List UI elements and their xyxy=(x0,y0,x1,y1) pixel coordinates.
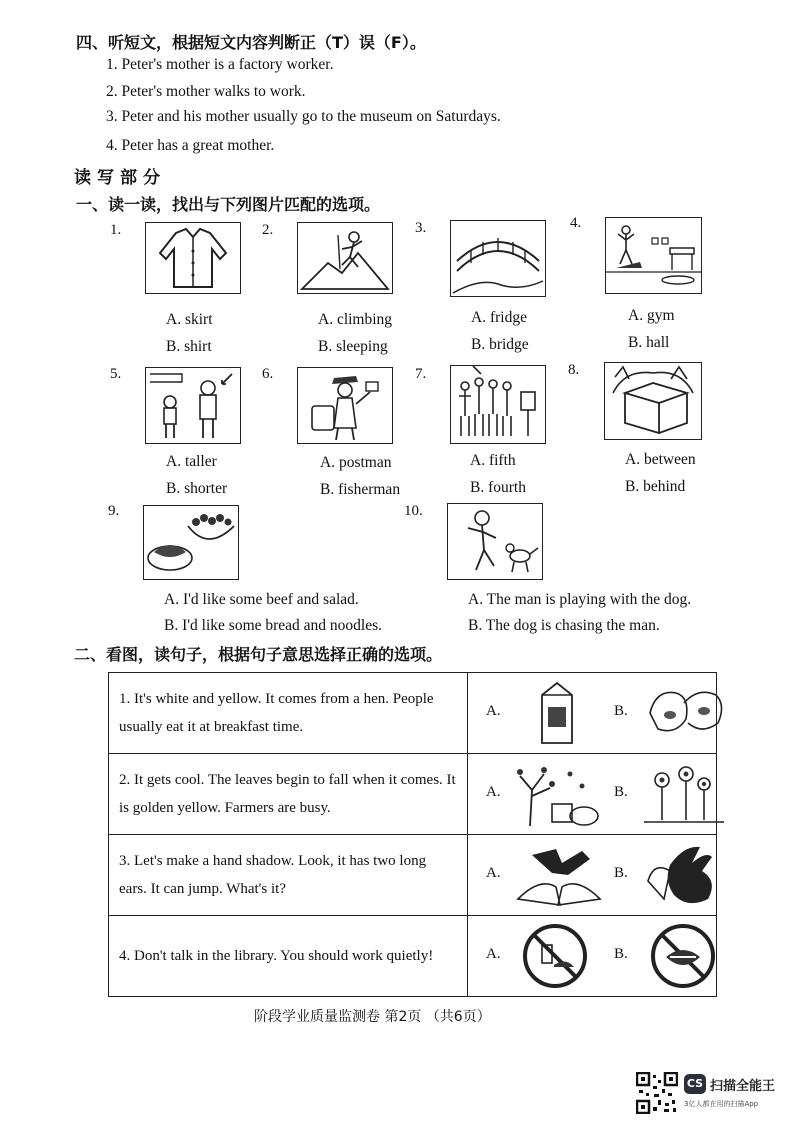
cat-behind-box-icon xyxy=(604,362,702,440)
option-b-label: B. xyxy=(614,784,628,800)
item-number: 8. xyxy=(568,362,580,378)
bridge-icon xyxy=(450,220,546,297)
option-b-label: B. xyxy=(614,946,628,962)
camscanner-badge: CS xyxy=(684,1074,706,1094)
rabbit-hand-shadow-icon xyxy=(640,841,728,914)
row-options xyxy=(468,835,717,916)
camscanner-tagline: 3亿人都在用的扫描App xyxy=(684,1100,759,1108)
spring-flowers-icon xyxy=(640,760,728,833)
item9-option-a: A. I'd like some beef and salad. xyxy=(164,591,359,608)
item7-option-a: A. fifth xyxy=(470,452,516,469)
qr-code-icon xyxy=(636,1072,678,1114)
item8-option-a: A. between xyxy=(625,451,696,468)
item4-option-b: B. hall xyxy=(628,334,670,351)
row-options xyxy=(468,754,717,835)
boys-height-icon xyxy=(145,367,241,444)
section4-item-4: 4. Peter has a great mother. xyxy=(106,137,275,154)
option-a-label: A. xyxy=(486,784,501,800)
item-number: 9. xyxy=(108,503,120,519)
autumn-harvest-icon xyxy=(510,760,604,833)
beef-salad-icon xyxy=(143,505,239,580)
row-options xyxy=(468,673,717,754)
page-footer: 阶段学业质量监测卷 第2页 （共6页） xyxy=(254,1009,491,1025)
item8-option-b: B. behind xyxy=(625,478,686,495)
item3-option-b: B. bridge xyxy=(471,336,529,353)
row-question: 4. Don't talk in the library. You should work quietly! xyxy=(109,916,468,997)
row-question: 1. It's white and yellow. It comes from a hen. People usually eat it at breakfast time. xyxy=(109,673,468,754)
item-number: 1. xyxy=(110,222,122,238)
table-row xyxy=(109,916,717,997)
postman-icon xyxy=(297,367,393,444)
item6-option-a: A. postman xyxy=(320,454,392,471)
section4-item-1: 1. Peter's mother is a factory worker. xyxy=(106,56,334,73)
item2-option-a: A. climbing xyxy=(318,311,393,328)
section4-heading: 四、听短文，根据短文内容判断正（T）误（F）。 xyxy=(76,33,426,52)
no-talking-icon xyxy=(648,921,718,996)
part-title: 读写部分 xyxy=(74,168,166,188)
item-number: 5. xyxy=(110,366,122,382)
item6-option-b: B. fisherman xyxy=(320,481,401,498)
option-b-label: B. xyxy=(614,865,628,881)
item5-option-a: A. taller xyxy=(166,453,217,470)
bird-hand-shadow-icon xyxy=(512,841,606,914)
item10-option-b: B. The dog is chasing the man. xyxy=(468,617,660,634)
dog-chasing-man-icon xyxy=(447,503,543,580)
item10-option-a: A. The man is playing with the dog. xyxy=(468,591,692,608)
item-number: 7. xyxy=(415,366,427,382)
table-row xyxy=(109,673,717,754)
item3-option-a: A. fridge xyxy=(471,309,527,326)
item-number: 4. xyxy=(570,215,582,231)
item2-option-b: B. sleeping xyxy=(318,338,388,355)
item4-option-a: A. gym xyxy=(628,307,675,324)
milk-carton-icon xyxy=(536,679,578,752)
item-number: 2. xyxy=(262,222,274,238)
row-options xyxy=(468,916,717,997)
option-a-label: A. xyxy=(486,865,501,881)
section4-item-2: 2. Peter's mother walks to work. xyxy=(106,83,306,100)
option-a-label: A. xyxy=(486,703,501,719)
camscanner-name: 扫描全能王 xyxy=(710,1079,776,1094)
item-number: 10. xyxy=(404,503,423,519)
queue-icon xyxy=(450,365,546,444)
row-question: 2. It gets cool. The leaves begin to fall when it comes. It is golden yellow. Farmers are busy. xyxy=(109,754,468,835)
item7-option-b: B. fourth xyxy=(470,479,526,496)
option-a-label: A. xyxy=(486,946,501,962)
choice-table xyxy=(108,672,717,997)
climber-icon xyxy=(297,222,393,294)
item5-option-b: B. shorter xyxy=(166,480,228,497)
option-b-label: B. xyxy=(614,703,628,719)
row-question: 3. Let's make a hand shadow. Look, it has two long ears. It can jump. What's it? xyxy=(109,835,468,916)
gym-icon xyxy=(605,217,702,294)
item9-option-b: B. I'd like some bread and noodles. xyxy=(164,617,383,634)
section1-heading: 一、读一读，找出与下列图片匹配的选项。 xyxy=(76,195,381,214)
table-row xyxy=(109,754,717,835)
item-number: 6. xyxy=(262,366,274,382)
eggs-icon xyxy=(646,683,726,746)
item1-option-b: B. shirt xyxy=(166,338,212,355)
section2-heading: 二、看图，读句子，根据句子意思选择正确的选项。 xyxy=(74,645,443,664)
table-row xyxy=(109,835,717,916)
item1-option-a: A. skirt xyxy=(166,311,213,328)
section4-item-3: 3. Peter and his mother usually go to the museum on Saturdays. xyxy=(106,108,501,125)
item-number: 3. xyxy=(415,220,427,236)
shirt-icon xyxy=(145,222,241,294)
no-food-drink-icon xyxy=(520,921,590,996)
